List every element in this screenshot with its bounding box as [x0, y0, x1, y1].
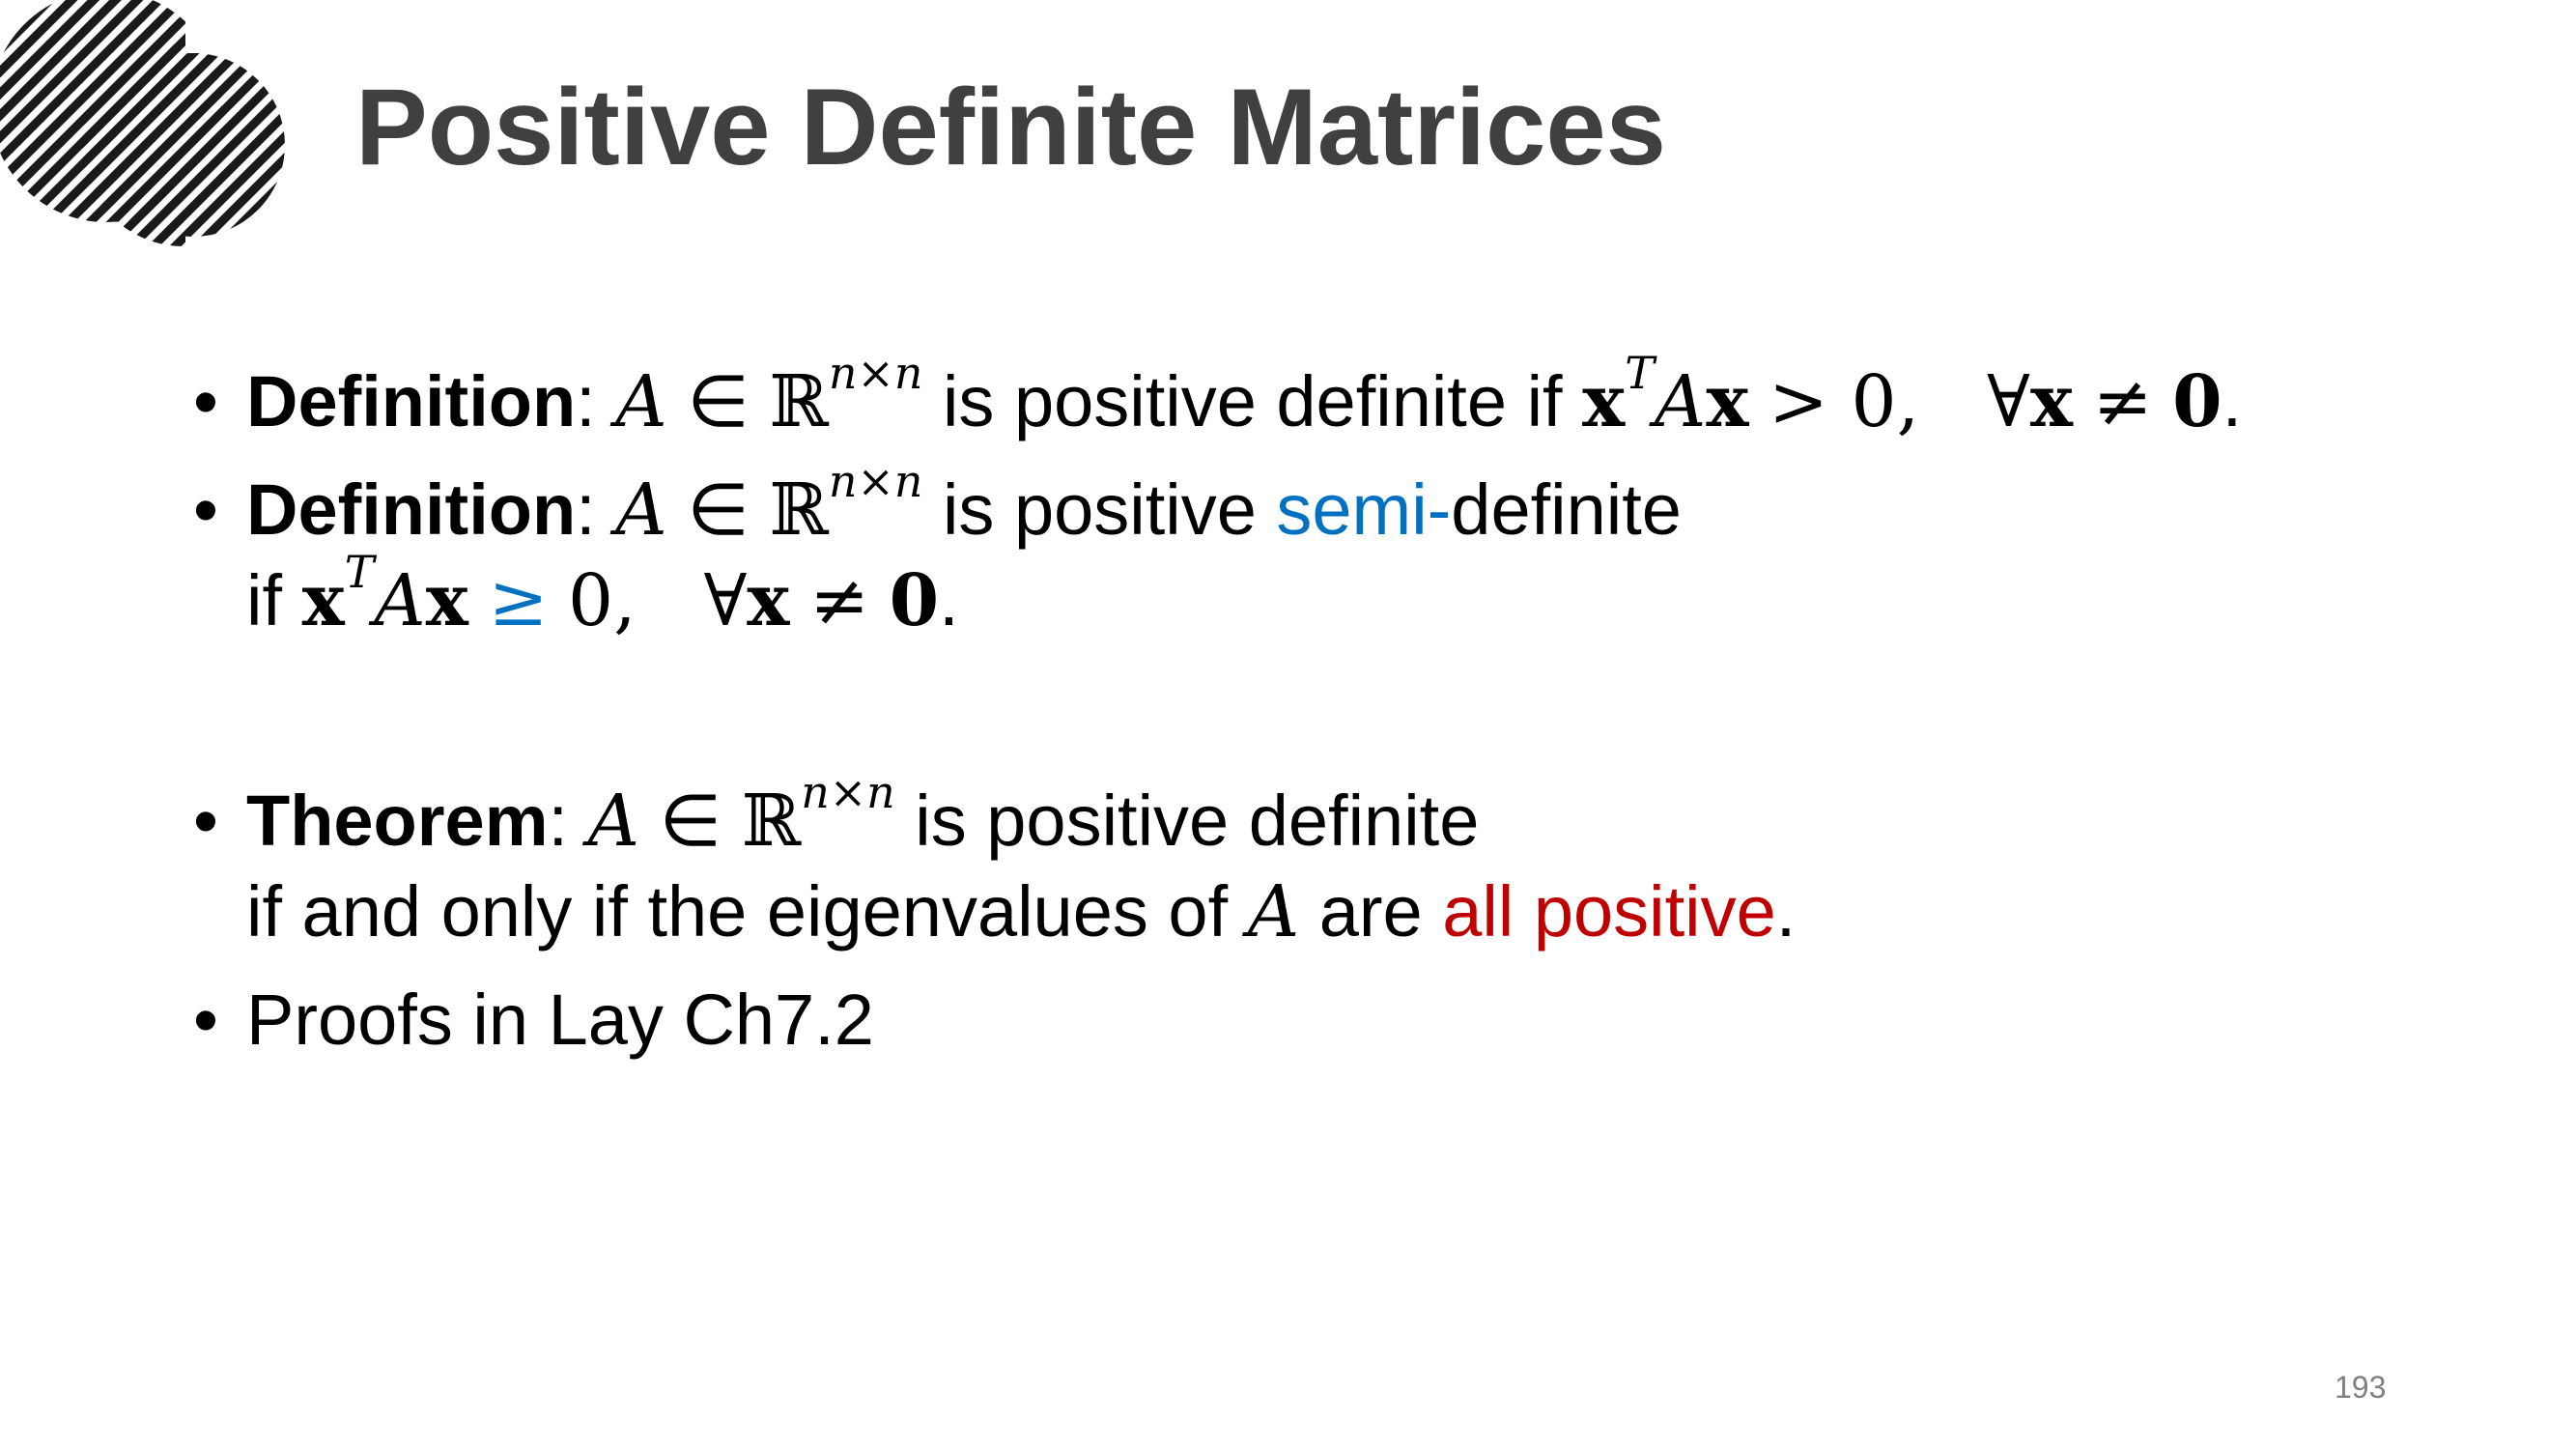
math-dims: n×n — [828, 347, 923, 400]
theorem-condition-line: if and only if the eigenvalues of A are all positive. — [246, 870, 1797, 953]
semi-highlight: semi- — [1276, 469, 1452, 550]
slide-content — [193, 348, 2415, 1074]
definition-text: is positive definite if — [942, 361, 1563, 441]
math-in: ∈ — [687, 469, 750, 550]
math-matrix: A — [615, 360, 667, 443]
definition-label: Definition — [246, 361, 577, 441]
math-reals: ℝ — [769, 469, 829, 552]
bullet-proofs: • Proofs in Lay Ch7.2 — [193, 966, 2415, 1074]
math-matrix: A — [587, 780, 640, 863]
definition-label: Definition — [246, 469, 577, 550]
theorem-label: Theorem — [246, 781, 549, 861]
math-dims: n×n — [828, 455, 923, 508]
striped-circles-decoration — [0, 0, 290, 290]
psd-condition-line: if $x^TAx \ge 0$, ∀x ≠ 0. — [246, 546, 959, 642]
geq-highlight: ≥ — [488, 559, 549, 642]
page-number: 193 — [2335, 1370, 2387, 1405]
math-in: ∈ — [687, 361, 750, 441]
math-in: ∈ — [659, 781, 722, 861]
bullet-theorem: • Theorem: A ∈ ℝ$^{n\times n}$ is positive definite if and only if the eigenvalues of A are all positive. — [193, 767, 2415, 966]
bullet-definition-pd: • Definition: A ∈ ℝ$^{n\times n}$ is positive definite if $x^TAx > 0$, ∀x ≠ 0. — [193, 348, 2415, 456]
math-reals: ℝ — [769, 360, 829, 443]
math-reals: ℝ — [741, 780, 802, 863]
math-matrix: A — [615, 469, 667, 552]
slide-title: Positive Definite Matrices — [355, 67, 1666, 187]
math-dims: n×n — [801, 766, 895, 819]
math-relation: > 0, — [1769, 360, 1920, 443]
bullet-definition-psd: • Definition: A ∈ ℝ$^{n\times n}$ is positive semi-definite if $x^TAx \ge 0$, ∀x ≠ 0. — [193, 456, 2415, 655]
all-positive-highlight: all positive — [1442, 871, 1776, 952]
